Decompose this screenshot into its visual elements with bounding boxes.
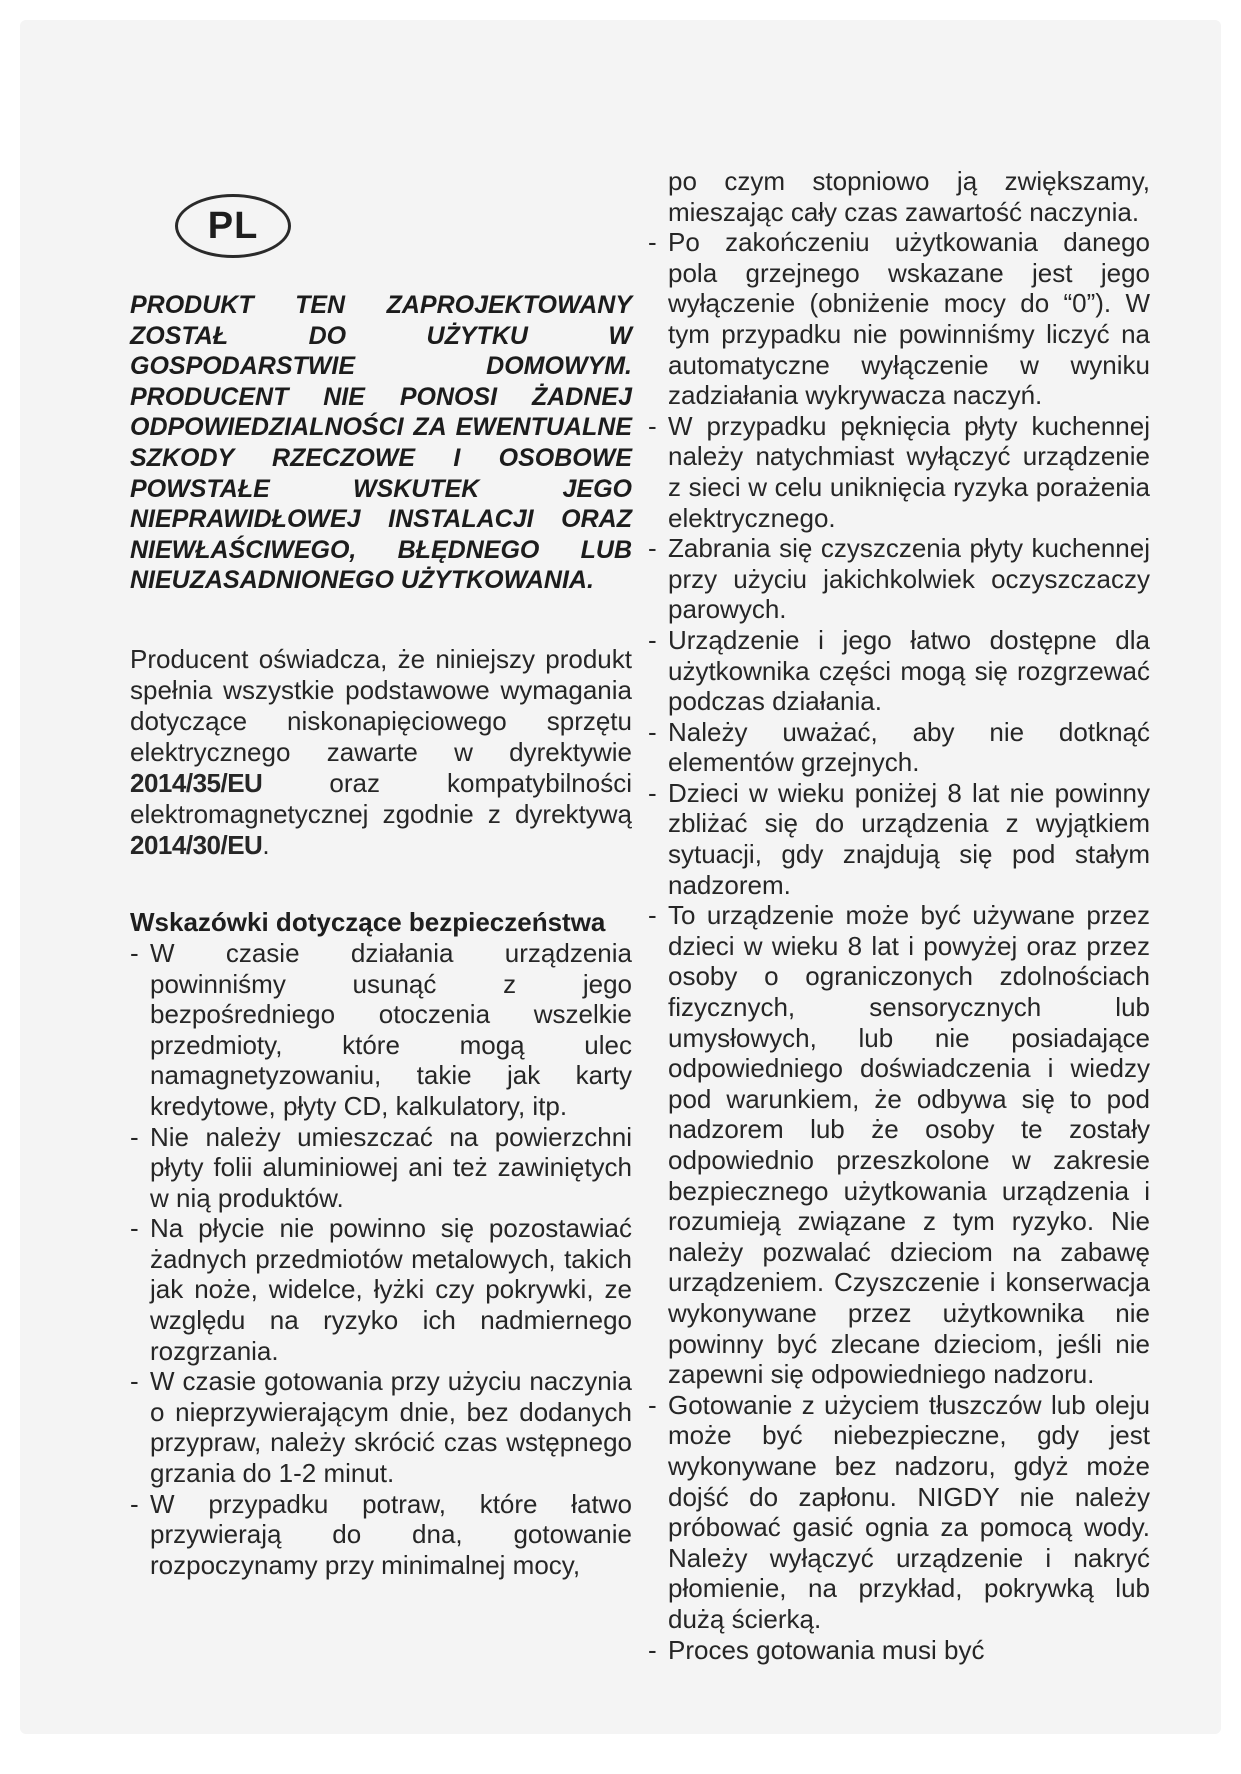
list-item: - Na płycie nie powinno się pozostawiać żadnych przedmiotów metalowych, takich jak noże, widelce, łyżki czy pokrywki, ze względu na ryzyko ich nadmiernego rozgrzania. <box>130 1213 632 1366</box>
list-item: - Należy uważać, aby nie dotknąć elementów grzejnych. <box>648 717 1150 778</box>
list-item: - Dzieci w wieku poniżej 8 lat nie powinny zbliżać się do urządzenia z wyjątkiem sytuacji, gdy znajdują się pod stałym nadzorem. <box>648 778 1150 900</box>
list-item: - W czasie gotowania przy użyciu naczynia o nieprzywierającym dnie, bez dodanych przypraw, należy skrócić czas wstępnego grzania do 1-2 minut. <box>130 1366 632 1488</box>
list-item-continuation: po czym stopniowo ją zwiększamy, mieszając cały czas zawartość naczynia. <box>668 166 1150 227</box>
safety-heading: Wskazówki dotyczące bezpieczeństwa <box>130 906 606 937</box>
left-column <box>130 290 632 1580</box>
declaration-text-2: oraz kompatybilności elektromagnetycznej zgodnie z dyrektywą <box>130 767 632 829</box>
list-item: - Po zakończeniu użytkowania danego pola grzejnego wskazane jest jego wyłączenie (obniżenie mocy do “0”). W tym przypadku nie powinniśmy liczyć na automatyczne wyłączenie w wyniku zadziałania wykrywacza naczyń. <box>648 227 1150 411</box>
declaration-text-3: . <box>262 829 270 860</box>
list-item: - To urządzenie może być używane przez dzieci w wieku 8 lat i powyżej oraz przez osoby o ograniczonych zdolnościach fizycznych, sensorycznych lub umysłowych, lub nie posiadające odpowiedniego doświadczenia i wiedzy pod warunkiem, że odbywa się to pod nadzorem lub że osoby te zostały odpowiednio przeszkolone w zakresie bezpiecznego użytkowania urządzenia i rozumieją związane z tym ryzyko. Nie należy pozwalać dzieciom na zabawę urządzeniem. Czyszczenie i konserwacja wykonywane przez użytkownika nie powinny być zlecane dzieciom, jeśli nie zapewni się odpowiedniego nadzoru. <box>648 900 1150 1390</box>
list-item: - W przypadku potraw, które łatwo przywierają do dna, gotowanie rozpoczynamy przy minimalnej mocy, <box>130 1489 632 1581</box>
conformity-declaration <box>130 644 632 861</box>
language-badge: PL <box>175 194 291 258</box>
right-column <box>648 166 1150 1665</box>
list-item: - Nie należy umieszczać na powierzchni płyty folii aluminiowej ani też zawiniętych w nią produktów. <box>130 1122 632 1214</box>
safety-list-right <box>648 227 1150 1665</box>
list-item: - Proces gotowania musi być <box>648 1635 1150 1666</box>
directive-lvd: 2014/35/EU <box>130 767 263 798</box>
list-item: - Zabrania się czyszczenia płyty kuchennej przy użyciu jakichkolwiek oczyszczaczy parowych. <box>648 533 1150 625</box>
directive-emc: 2014/30/EU <box>130 829 263 860</box>
list-item: - Urządzenie i jego łatwo dostępne dla użytkownika części mogą się rozgrzewać podczas działania. <box>648 625 1150 717</box>
list-item: - W czasie działania urządzenia powinniśmy usunąć z jego bezpośredniego otoczenia wszelkie przedmioty, które mogą ulec namagnetyzowaniu, takie jak karty kredytowe, płyty CD, kalkulatory, itp. <box>130 938 632 1122</box>
list-item: - Gotowanie z użyciem tłuszczów lub oleju może być niebezpieczne, gdy jest wykonywane bez nadzoru, gdyż może dojść do zapłonu. NIGDY nie należy próbować gasić ognia za pomocą wody. Należy wyłączyć urządzenie i nakryć płomienie, na przykład, pokrywką lub dużą ścierką. <box>648 1390 1150 1635</box>
manual-page <box>20 20 1221 1734</box>
liability-warning: PRODUKT TEN ZAPROJEKTOWANY ZOSTAŁ DO UŻYTKU W GOSPODARSTWIE DOMOWYM. PRODUCENT NIE PONOSI ŻADNEJ ODPOWIEDZIALNOŚCI ZA EWENTUALNE SZKODY RZECZOWE I OSOBOWE POWSTAŁE WSKUTEK JEGO NIEPRAWIDŁOWEJ INSTALACJI ORAZ NIEWŁAŚCIWEGO, BŁĘDNEGO LUB NIEUZASADNIONEGO UŻYTKOWANIA. <box>130 291 632 595</box>
declaration-text-1: Producent oświadcza, że niniejszy produkt spełnia wszystkie podstawowe wymagania dotyczące niskonapięciowego sprzętu elektrycznego zawarte w dyrektywie <box>130 643 632 767</box>
safety-list-left <box>130 938 632 1580</box>
list-item: - W przypadku pęknięcia płyty kuchennej należy natychmiast wyłączyć urządzenie z sieci w celu uniknięcia ryzyka porażenia elektrycznego. <box>648 411 1150 533</box>
